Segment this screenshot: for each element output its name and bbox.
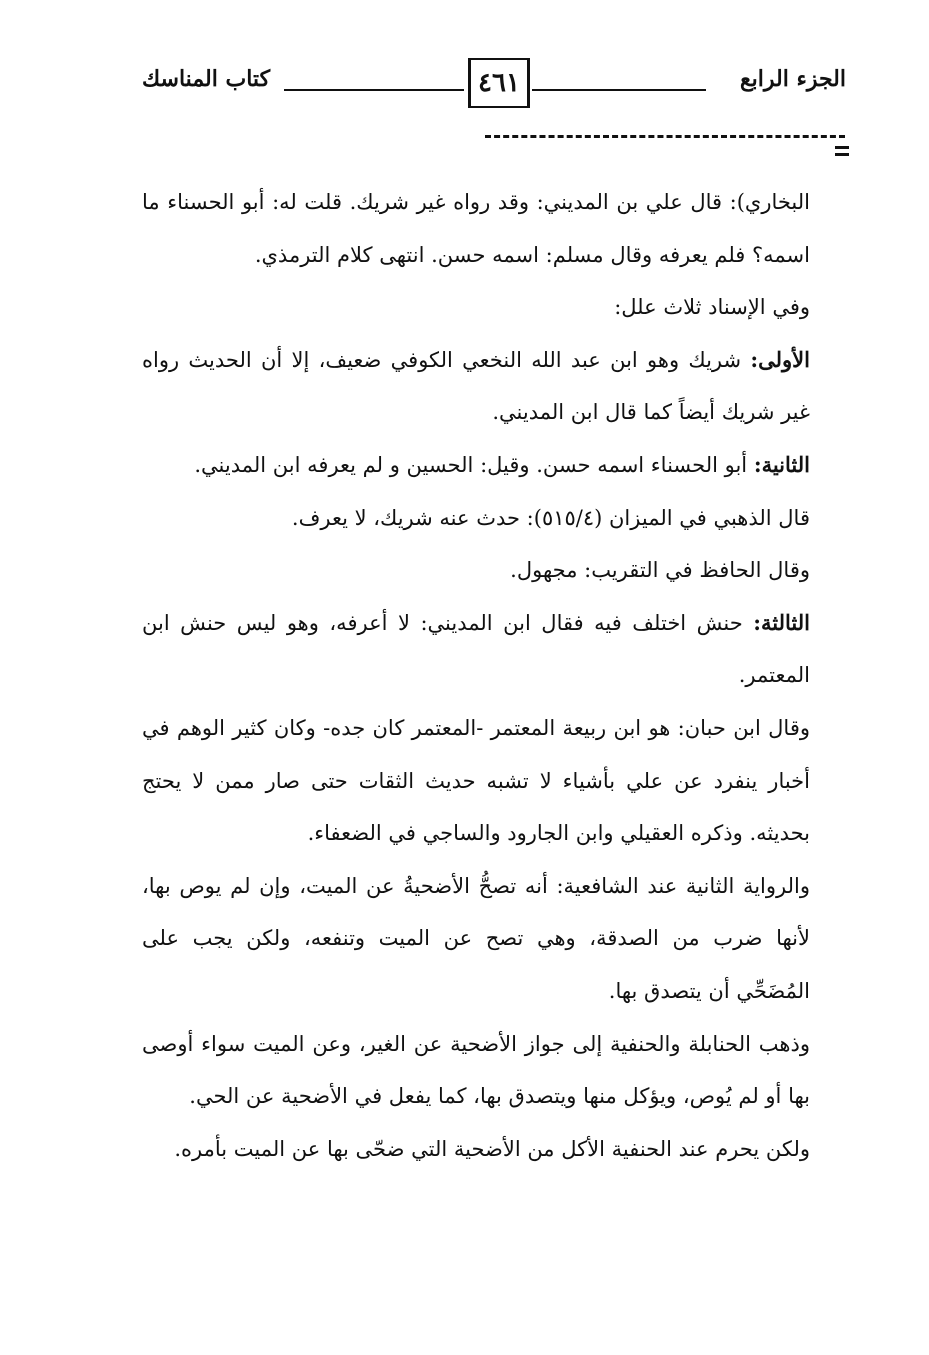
book-title: كتاب المناسك — [142, 66, 271, 92]
paragraph-1: البخاري): قال علي بن المديني: وقد رواه غير شريك. قلت له: أبو الحسناء ما اسمه؟ فلم يعرفه وقال مسلم: اسمه حسن. انتهى كلام الترمذي. — [142, 190, 810, 267]
paragraph-3 — [142, 334, 810, 439]
paragraph-6: وقال الحافظ في التقريب: مجهول. — [510, 558, 810, 583]
page-header — [138, 58, 850, 118]
third-defect-text: حنش اختلف فيه فقال ابن المديني: لا أعرفه، وهو ليس حنش ابن المعتمر. — [142, 610, 810, 688]
continuation-mark — [835, 146, 849, 156]
paragraph-2: وفي الإسناد ثلاث علل: — [614, 295, 810, 320]
page-body — [142, 176, 810, 1175]
paragraph-9: والرواية الثانية عند الشافعية: أنه تصحُّ الأضحيةُ عن الميت، وإن لم يوص بها، لأنها ضرب من الصدقة، وهي تصح عن الميت وتنفعه، ولكن يجب على المُضَحِّي أن يتصدق بها. — [142, 873, 810, 1003]
footnote-separator — [485, 135, 845, 138]
first-defect-label: الأولى: — [750, 346, 810, 372]
second-defect-text: أبو الحسناء اسمه حسن. وقيل: الحسين و لم يعرفه ابن المديني. — [194, 452, 748, 477]
paragraph-8: وقال ابن حبان: هو ابن ربيعة المعتمر -المعتمر كان جده- وكان كثير الوهم في أخبار ينفرد عن علي بأشياء لا تشبه حديث الثقات حتى صار ممن لا يحتج بحديثه. وذكره العقيلي وابن الجارود والساجي في الضعفاء. — [142, 715, 810, 846]
page-number: ٤٦١ — [468, 58, 530, 108]
paragraph-10: وذهب الحنابلة والحنفية إلى جواز الأضحية عن الغير، وعن الميت سواء أوصى بها أو لم يُوص، ويؤكل منها ويتصدق بها، كما يفعل في الأضحية عن الحي. — [142, 1031, 810, 1109]
volume-title: الجزء الرابع — [739, 66, 846, 92]
paragraph-5: قال الذهبي في الميزان (٥١٥/٤): حدث عنه شريك، لا يعرف. — [291, 505, 810, 530]
first-defect-text: شريك وهو ابن عبد الله النخعي الكوفي ضعيف، إلا أن الحديث رواه غير شريك أيضاً كما قال ابن المديني. — [142, 347, 810, 425]
header-rule-left — [284, 89, 464, 91]
paragraph-11: ولكن يحرم عند الحنفية الأكل من الأضحية التي ضحّى بها عن الميت بأمره. — [174, 1136, 810, 1161]
header-rule-right — [532, 89, 706, 91]
second-defect-label: الثانية: — [753, 451, 810, 477]
paragraph-7 — [142, 597, 810, 702]
third-defect-label: الثالثة: — [753, 609, 810, 635]
paragraph-4 — [142, 439, 810, 492]
